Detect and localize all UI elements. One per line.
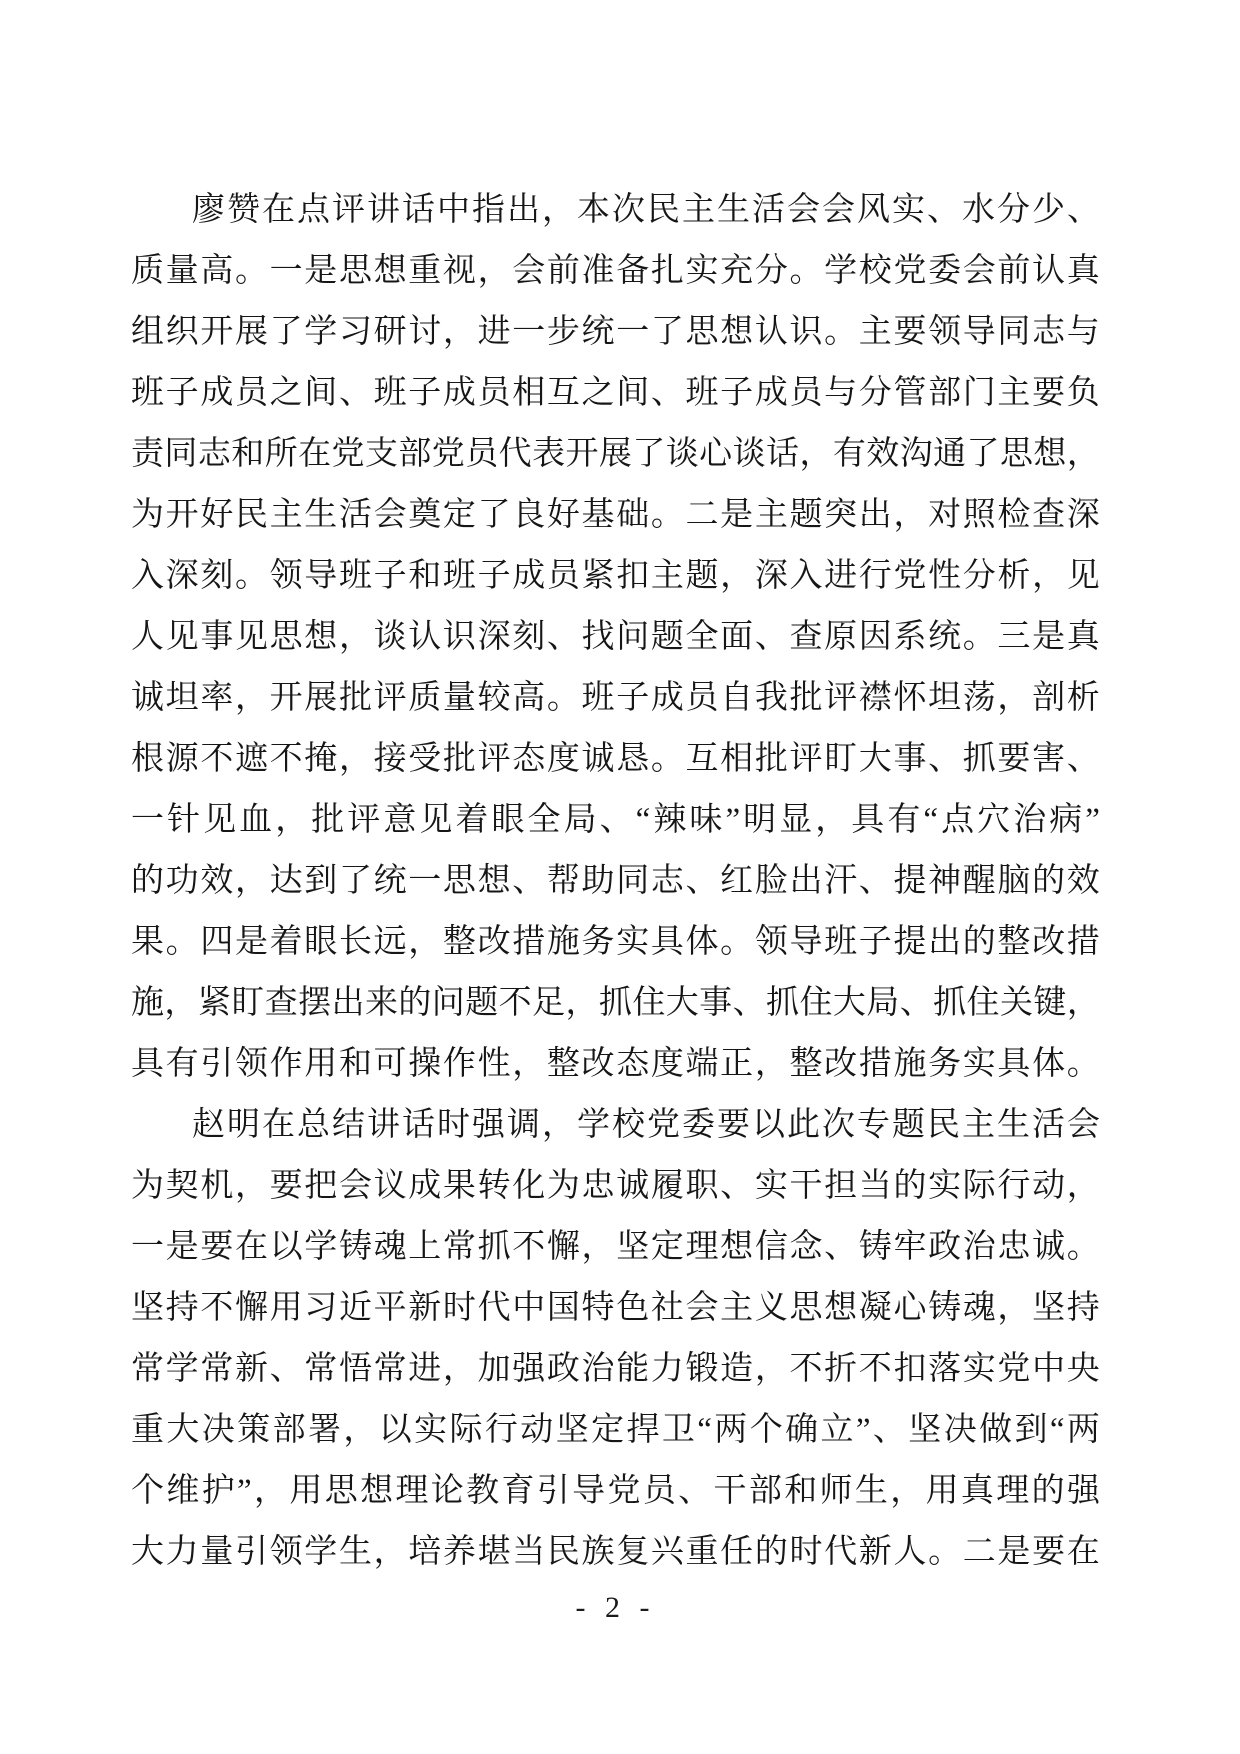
- text-line: 诚 坦 率 ， 开 展 批 评 质 量 较 高 。 班 子 成 员 自 我 批 评 襟 怀 坦 荡 ， 剖 析: [131, 680, 1100, 716]
- text-block: [131, 180, 1100, 1583]
- page-number: - 2 -: [575, 1591, 656, 1624]
- text-line: 为 开 好 民 主 生 活 会 奠 定 了 良 好 基 础 。 二 是 主 题 突 出 ， 对 照 检 查 深: [131, 497, 1100, 533]
- text-line: 具 有 引 领 作 用 和 可 操 作 性 ， 整 改 态 度 端 正 ， 整 改 措 施 务 实 具 体 。: [131, 1046, 1100, 1082]
- text-line: 重 大 决 策 部 署 ， 以 实 际 行 动 坚 定 捍 卫 “ 两 个 确 立 ” 、 坚 决 做 到 “ 两: [131, 1412, 1100, 1448]
- text-line: 质 量 高 。 一 是 思 想 重 视 ， 会 前 准 备 扎 实 充 分 。 学 校 党 委 会 前 认 真: [131, 253, 1100, 289]
- text-line: 为 契 机 ， 要 把 会 议 成 果 转 化 为 忠 诚 履 职 、 实 干 担 当 的 实 际 行 动 ，: [131, 1168, 1100, 1204]
- text-line: 果 。 四 是 着 眼 长 远 ， 整 改 措 施 务 实 具 体 。 领 导 班 子 提 出 的 整 改 措: [131, 924, 1100, 960]
- paragraph-1: [131, 180, 1100, 1095]
- text-line: 班 子 成 员 之 间 、 班 子 成 员 相 互 之 间 、 班 子 成 员 与 分 管 部 门 主 要 负: [131, 375, 1100, 411]
- text-line: 常 学 常 新 、 常 悟 常 进 ， 加 强 政 治 能 力 锻 造 ， 不 折 不 扣 落 实 党 中 央: [131, 1351, 1100, 1387]
- text-line: 入 深 刻 。 领 导 班 子 和 班 子 成 员 紧 扣 主 题 ， 深 入 进 行 党 性 分 析 ， 见: [131, 558, 1100, 594]
- text-line: 责 同 志 和 所 在 党 支 部 党 员 代 表 开 展 了 谈 心 谈 话 ， 有 效 沟 通 了 思 想 ，: [131, 436, 1100, 472]
- text-line: 施 ， 紧 盯 查 摆 出 来 的 问 题 不 足 ， 抓 住 大 事 、 抓 住 大 局 、 抓 住 关 键 ，: [131, 985, 1100, 1021]
- text-line: 坚 持 不 懈 用 习 近 平 新 时 代 中 国 特 色 社 会 主 义 思 想 凝 心 铸 魂 ， 坚 持: [131, 1290, 1100, 1326]
- text-line: 廖 赞 在 点 评 讲 话 中 指 出 ， 本 次 民 主 生 活 会 会 风 实 、 水 分 少 、: [192, 192, 1100, 228]
- text-line: 组 织 开 展 了 学 习 研 讨 ， 进 一 步 统 一 了 思 想 认 识 。 主 要 领 导 同 志 与: [131, 314, 1100, 350]
- text-line: 根 源 不 遮 不 掩 ， 接 受 批 评 态 度 诚 恳 。 互 相 批 评 盯 大 事 、 抓 要 害 、: [131, 741, 1100, 777]
- text-line: 大 力 量 引 领 学 生 ， 培 养 堪 当 民 族 复 兴 重 任 的 时 代 新 人 。 二 是 要 在: [131, 1534, 1100, 1570]
- paragraph-2: [131, 1095, 1100, 1583]
- text-line: 个 维 护 ” ， 用 思 想 理 论 教 育 引 导 党 员 、 干 部 和 师 生 ， 用 真 理 的 强: [131, 1473, 1100, 1509]
- text-line: 一 针 见 血 ， 批 评 意 见 着 眼 全 局 、 “ 辣 味 ” 明 显 ， 具 有 “ 点 穴 治 病 ”: [131, 802, 1100, 838]
- text-line: 人 见 事 见 思 想 ， 谈 认 识 深 刻 、 找 问 题 全 面 、 查 原 因 系 统 。 三 是 真: [131, 619, 1100, 655]
- text-line: 赵 明 在 总 结 讲 话 时 强 调 ， 学 校 党 委 要 以 此 次 专 题 民 主 生 活 会: [192, 1107, 1100, 1143]
- text-line: 的 功 效 ， 达 到 了 统 一 思 想 、 帮 助 同 志 、 红 脸 出 汗 、 提 神 醒 脑 的 效: [131, 863, 1100, 899]
- text-line: 一 是 要 在 以 学 铸 魂 上 常 抓 不 懈 ， 坚 定 理 想 信 念 、 铸 牢 政 治 忠 诚 。: [131, 1229, 1100, 1265]
